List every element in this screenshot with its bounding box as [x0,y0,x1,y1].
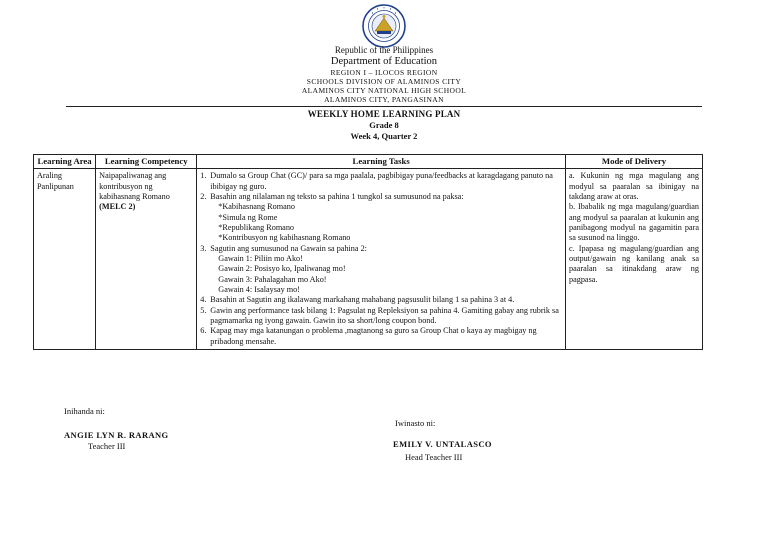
location-line: ALAMINOS CITY, PANGASINAN [324,95,444,104]
header-learning-tasks: Learning Tasks [197,155,566,169]
task-text: Sagutin ang sumusunod na Gawain sa pahina 2: [210,243,367,253]
task-subitem: Gawain 4: Isalaysay mo! [218,285,300,295]
department-line: Department of Education [330,56,438,67]
task-number: 5. [200,305,207,315]
task-number: 3. [200,243,207,253]
checked-by-label: Iwinasto ni: [395,418,436,428]
task-number: 6. [200,326,207,336]
competency-code: (MELC 2) [99,202,136,212]
header-mode-of-delivery: Mode of Delivery [566,155,703,169]
task-subitem: Gawain 3: Pahalagahan mo Ako! [218,274,327,284]
mode-item: a. Kukunin ng mga magulang ang modyul sa paaralan sa ibinigay na takdang araw at oras. [569,171,699,202]
task-number: 4. [200,295,207,305]
learning-area-cell: Araling Panlipunan [34,169,96,350]
mode-list [569,171,699,285]
task-subitem: Gawain 1: Piliin mo Ako! [218,254,303,264]
division-line: SCHOOLS DIVISION OF ALAMINOS CITY [306,77,462,86]
task-subitems [210,254,562,295]
prepared-by-name: ANGIE LYN R. RARANG [64,430,169,440]
prepared-by-position: Teacher III [88,441,126,451]
learning-plan-table [33,154,703,350]
task-list [200,171,562,347]
header-learning-area: Learning Area [34,155,96,169]
prepared-by-label: Inihanda ni: [64,406,105,416]
task-text: Gawin ang performance task bilang 1: Pagsulat ng Repleksiyon sa pahina 4. Gamiting gabay ang rubrik sa pagmamarka ng iyong gawain. Gawin ito sa short/long coupon bond. [210,305,559,326]
task-subitem: *Republikang Romano [218,223,295,233]
task-item [200,171,562,192]
mode-item: c. Ipapasa ng magulang/guardian ang output/gawain ng kanilang anak sa paaralan sa itinakdang araw ng pagpasa. [569,243,699,284]
task-subitem: *Kabihasnang Romano [218,202,295,212]
table-header-row [34,155,703,169]
task-item [200,244,562,296]
page-title: WEEKLY HOME LEARNING PLAN [307,109,461,119]
competency-text: Naipapaliwanag ang kontribusyon ng kabihasnang Romano [99,171,170,202]
school-line: ALAMINOS CITY NATIONAL HIGH SCHOOL [301,86,467,95]
grade-label: Grade 8 [369,120,399,130]
learning-competency-cell [96,169,197,350]
region-line: REGION I – ILOCOS REGION [330,68,438,77]
republic-line: Republic of the Philippines [334,45,434,55]
header-divider [66,106,702,107]
task-subitem: *Simula ng Rome [218,212,278,222]
week-label: Week 4, Quarter 2 [350,131,418,141]
task-text: Basahin ang nilalaman ng teksto sa pahina 1 tungkol sa sumusunod na paksa: [210,192,464,202]
deped-seal-icon [362,4,406,48]
task-number: 1. [200,171,207,181]
task-text: Dumalo sa Group Chat (GC)/ para sa mga paalala, pagbibigay puna/feedbacks at karagdagang panuto na ibibigay ng guro. [210,171,553,191]
learning-tasks-cell [197,169,566,350]
task-item [200,192,562,244]
checked-by-position: Head Teacher III [405,452,463,462]
task-text: Kapag may mga katanungan o problema ,magtanong sa guro sa Group Chat o kaya ay magbigay ng pribadong mensahe. [210,326,537,346]
mode-of-delivery-cell [566,169,703,350]
table-row [34,169,703,350]
task-subitem: Gawain 2: Posisyo ko, Ipaliwanag mo! [218,264,346,274]
task-item [200,306,562,327]
mode-item: b. Ibabalik ng mga magulang/guardian ang modyul sa paaralan at kukunin ang panibagong modyul na gagamitin para sa susunod na linggo. [569,202,699,243]
task-subitem: *Kontribusyon ng kabihasnang Romano [218,233,351,243]
task-number: 2. [200,192,207,202]
header-learning-competency: Learning Competency [96,155,197,169]
task-text: Basahin at Sagutin ang ikalawang markahang mahabang pagsusulit bilang 1 sa pahina 3 at 4. [210,295,515,305]
task-subitems [210,202,562,243]
task-item [200,326,562,347]
task-item [200,295,562,305]
checked-by-name: EMILY V. UNTALASCO [393,439,492,449]
